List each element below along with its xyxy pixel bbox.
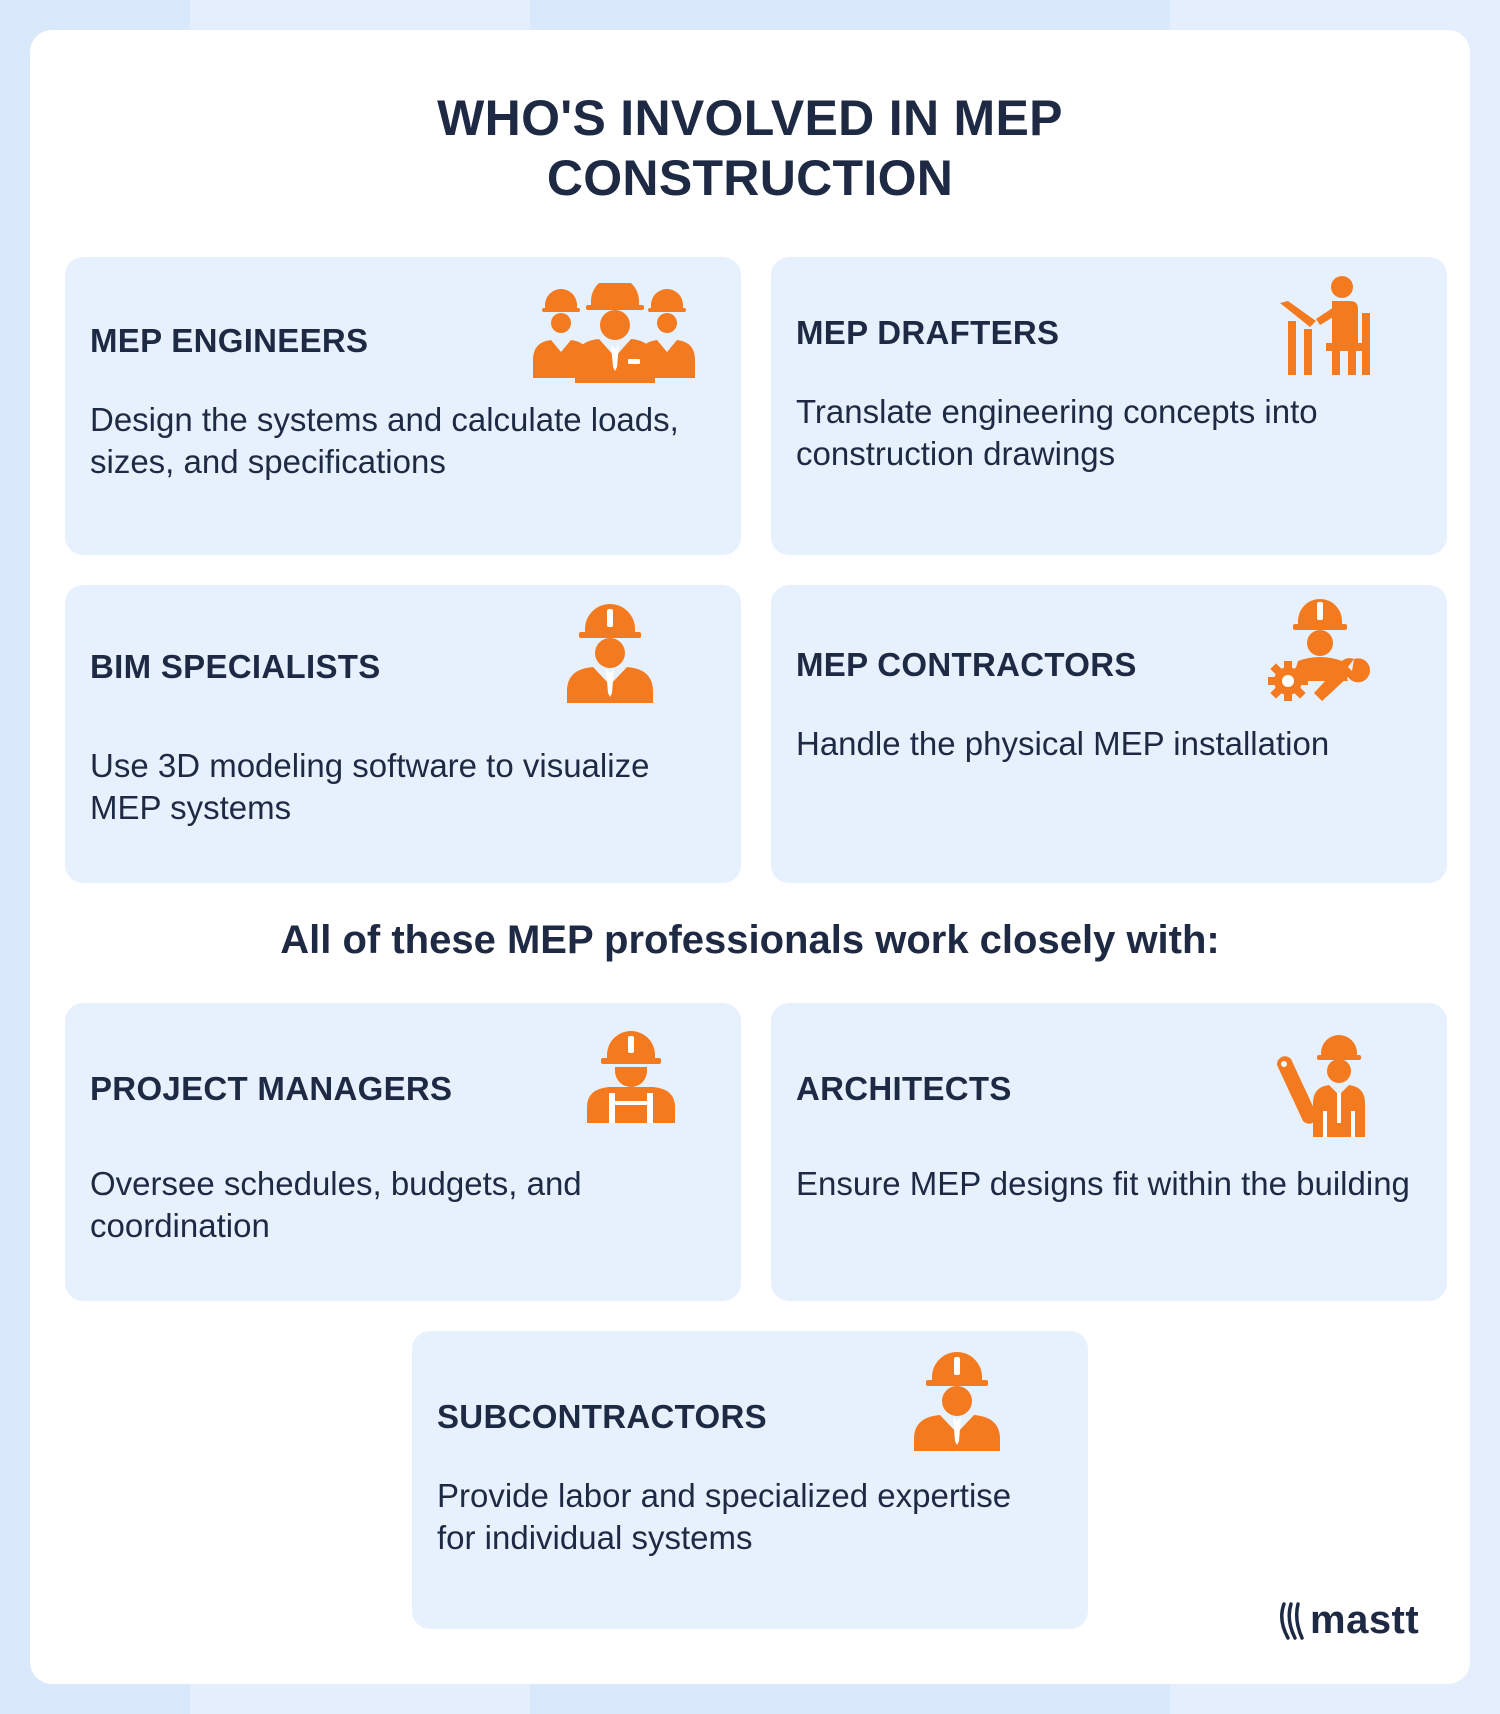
role-description: Design the systems and calculate loads, sizes, and specifications [90,401,679,480]
worker-hardhat-icon [565,603,655,703]
role-card-bim-specialists [65,585,741,883]
role-title: SUBCONTRACTORS [437,1398,767,1435]
drafter-at-desk-icon [1276,273,1376,377]
page-title [30,88,1470,208]
role-description: Translate engineering concepts into construction drawings [796,393,1318,472]
architect-blueprint-icon [1271,1035,1371,1137]
title-line-2: CONSTRUCTION [546,150,954,206]
engineers-group-icon [525,283,705,383]
role-title: MEP DRAFTERS [796,314,1060,351]
brand-logo [1278,1596,1419,1644]
role-description: Ensure MEP designs fit within the building [796,1165,1410,1202]
role-card-mep-drafters [771,257,1447,555]
mastt-logo-icon [1278,1600,1304,1640]
role-title: MEP ENGINEERS [90,322,369,359]
contractor-gear-wrench-icon [1268,599,1372,705]
role-description: Provide labor and specialized expertise for individual systems [437,1477,1012,1556]
role-title: PROJECT MANAGERS [90,1070,453,1107]
collaborator-card-architects [771,1003,1447,1301]
collaborators-heading: All of these MEP professionals work closely with: [280,918,1220,962]
role-card-mep-contractors [771,585,1447,883]
role-description: Use 3D modeling software to visualize MEP systems [90,747,650,826]
role-card-mep-engineers [65,257,741,555]
worker-hardhat-icon [912,1351,1002,1451]
infographic-panel [30,30,1470,1684]
logo-text: mastt [1310,1597,1420,1642]
role-title: ARCHITECTS [796,1070,1012,1107]
collaborator-card-project-managers [65,1003,741,1301]
role-description: Oversee schedules, budgets, and coordination [90,1165,582,1244]
title-line-1: WHO'S INVOLVED IN MEP [437,90,1063,146]
role-title: BIM SPECIALISTS [90,648,381,685]
role-description: Handle the physical MEP installation [796,725,1330,762]
manager-hardhat-overalls-icon [585,1031,677,1123]
collaborator-card-subcontractors [412,1331,1088,1629]
role-title: MEP CONTRACTORS [796,646,1137,683]
